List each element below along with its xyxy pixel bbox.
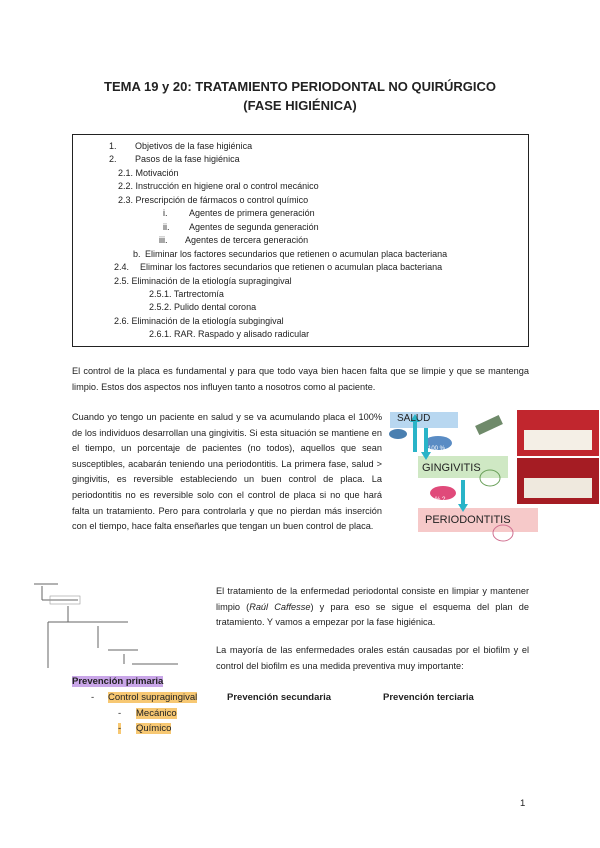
toc-item: b. Eliminar los factores secundarios que retienen o acumulan placa bacteriana — [133, 249, 448, 259]
teeth-photo — [524, 430, 592, 450]
pct-question-label: % ? — [435, 497, 446, 503]
page-title-line1: TEMA 19 y 20: TRATAMIENTO PERIODONTAL NO QUIRÚRGICO — [104, 79, 496, 94]
disease-progression-diagram — [388, 408, 600, 548]
toc-item: 2.2. Instrucción en higiene oral o control mecánico — [118, 181, 319, 191]
toc-item: iii. Agentes de tercera generación — [159, 235, 309, 245]
pct100-label: 100 % — [428, 446, 446, 452]
prevention-primary-label: Prevención primaria — [72, 676, 164, 687]
toc-item: 2.6. Eliminación de la etiología subgingival — [114, 316, 284, 326]
bullet-dash: - — [118, 723, 122, 734]
page-number: 1 — [520, 798, 526, 809]
page-title-line2: (FASE HIGIÉNICA) — [243, 98, 357, 113]
quimico-item — [136, 723, 171, 734]
toc-item: 2.4. Eliminar los factores secundarios que retienen o acumulan placa bacteriana — [114, 262, 443, 272]
toothbrush-icon — [475, 415, 503, 435]
paragraph-disease-progression: Cuando yo tengo un paciente en salud y se va acumulando placa el 100% de los individuos desarrollan una gingivitis. Si esta situación se mantiene en el tiempo, un porcentaje de pacientes (no todos), aquellos que sean susceptibles, acabarán teniendo una periodontitis. La primera fase, salud > gingivitis, es reversible estableciendo un buen control de placa. La periodontitis no es reversible solo con el control de placa si no que hará falta un tratamiento. Pero para controlarla y que no pierdan más inserción con el tiempo, hace falta enseñarles que tengan un buen control de placa. — [72, 412, 382, 532]
mecanico-label: Mecánico — [136, 708, 177, 719]
treatment-plan-sketch — [28, 578, 188, 678]
prevention-tertiary-label: Prevención terciaria — [383, 692, 474, 703]
paragraph-biofilm: La mayoría de las enfermedades orales están causadas por el biofilm y el control del biofilm es una medida preventiva muy importante: — [216, 645, 529, 671]
salud-label: SALUD — [397, 413, 431, 424]
toc-item: ii. Agentes de segunda generación — [163, 222, 319, 232]
toc-item: 2.1. Motivación — [118, 168, 179, 178]
bullet-dash: - — [118, 708, 122, 719]
mecanico-item — [136, 708, 177, 719]
toc-item: 2.5. Eliminación de la etiología supragingival — [114, 276, 292, 286]
paragraph-treatment: El tratamiento de la enfermedad periodontal consiste en limpiar y mantener limpio (Raúl Caffesse) y para eso se sigue el esquema del plan de tratamiento. Y vamos a empezar por la fase higiénica. — [216, 586, 529, 628]
toc-item: 2.3. Prescripción de fármacos o control químico — [118, 195, 309, 205]
toc-item: 1. Objetivos de la fase higiénica — [109, 141, 253, 151]
gingivitis-label: GINGIVITIS — [422, 462, 481, 474]
bullet-dash: - — [91, 692, 95, 703]
diagram-graphic — [388, 408, 600, 548]
paragraph-plaque-control: El control de la placa es fundamental y para que todo vaya bien hacen falta que se limpie y que se mantenga limpio. Estos dos aspectos nos influyen tanto a nosotros como al paciente. — [72, 366, 529, 392]
toc-item: 2. Pasos de la fase higiénica — [109, 154, 240, 164]
salud-bubble — [389, 429, 407, 439]
prevention-secondary-label: Prevención secundaria — [227, 692, 332, 703]
control-supragingival-label: Control supragingival — [108, 692, 198, 703]
quimico-label: Químico — [136, 723, 172, 734]
toc-item: 2.6.1. RAR. Raspado y alisado radicular — [149, 329, 310, 339]
toc-item: i. Agentes de primera generación — [163, 208, 315, 218]
table-of-contents — [72, 134, 529, 347]
toc-item: 2.5.1. Tartrectomía — [149, 289, 224, 299]
control-supragingival-item — [108, 692, 197, 703]
periodontitis-label: PERIODONTITIS — [425, 514, 511, 526]
prevention-primary-heading — [72, 676, 163, 687]
teeth-photo — [524, 478, 592, 498]
toc-item: 2.5.2. Pulido dental corona — [149, 302, 257, 312]
